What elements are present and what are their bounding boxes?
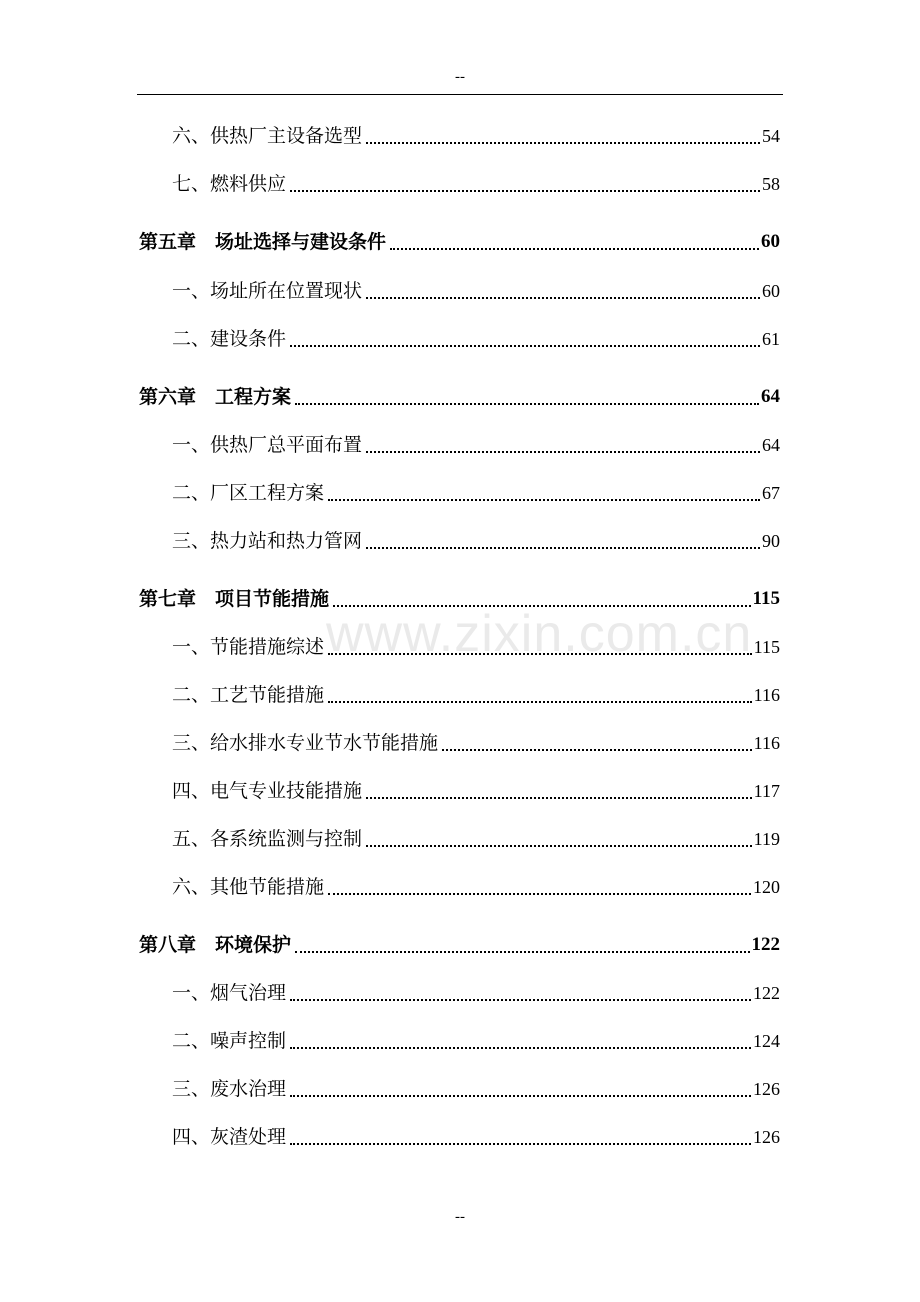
- dot-leader: [442, 749, 752, 751]
- dot-leader: [328, 893, 751, 895]
- toc-entry[interactable]: [0, 671, 920, 719]
- dot-leader: [366, 797, 752, 799]
- dot-leader: [366, 297, 760, 299]
- toc-entry-title: 一、节能措施综述: [172, 636, 325, 658]
- toc-entry[interactable]: [0, 623, 920, 671]
- toc-entry[interactable]: [0, 469, 920, 517]
- dot-leader: [328, 499, 760, 501]
- watermark: www.zixin.com.cn: [326, 605, 753, 663]
- toc-chapter-page: 64: [761, 386, 780, 407]
- toc-entry-page: 58: [762, 174, 780, 194]
- toc-entry-title: 二、工艺节能措施: [172, 684, 325, 706]
- toc-entry-page: 60: [762, 281, 780, 301]
- toc-entry-page: 126: [753, 1127, 780, 1147]
- toc-entry[interactable]: [0, 767, 920, 815]
- toc-entry-title: 三、热力站和热力管网: [172, 530, 363, 552]
- toc-entry-page: 126: [753, 1079, 780, 1099]
- toc-chapter-page: 60: [761, 231, 780, 252]
- toc-entry[interactable]: [0, 267, 920, 315]
- toc-entry-title: 七、燃料供应: [172, 173, 287, 195]
- toc-entry-title: 一、供热厂总平面布置: [172, 434, 363, 456]
- toc-entry-title: 一、场址所在位置现状: [172, 280, 363, 302]
- toc-chapter-entry[interactable]: [0, 218, 920, 266]
- toc-entry-title: 二、厂区工程方案: [172, 482, 325, 504]
- toc-entry-title: 三、废水治理: [172, 1078, 287, 1100]
- toc-entry-page: 122: [753, 983, 780, 1003]
- toc-entry[interactable]: [0, 315, 920, 363]
- toc-entry-title: 四、电气专业技能措施: [172, 780, 363, 802]
- dot-leader: [295, 951, 749, 953]
- toc-entry-page: 116: [753, 685, 780, 705]
- toc-entry-title: 六、其他节能措施: [172, 876, 325, 898]
- toc-entry-page: 124: [753, 1031, 780, 1051]
- dot-leader: [290, 345, 760, 347]
- toc-entry[interactable]: [0, 863, 920, 911]
- toc-entry[interactable]: [0, 719, 920, 767]
- dot-leader: [366, 142, 760, 144]
- dot-leader: [328, 653, 752, 655]
- dot-leader: [366, 845, 752, 847]
- dot-leader: [366, 451, 760, 453]
- toc-entry[interactable]: [0, 1113, 920, 1161]
- toc-entry[interactable]: [0, 1017, 920, 1065]
- page-header-mark: --: [455, 69, 465, 85]
- toc-entry-title: 四、灰渣处理: [172, 1126, 287, 1148]
- toc-entry[interactable]: [0, 969, 920, 1017]
- dot-leader: [366, 547, 760, 549]
- toc-entry-page: 64: [762, 435, 780, 455]
- toc-chapter-page: 115: [752, 588, 780, 609]
- dot-leader: [290, 999, 751, 1001]
- toc-entry-page: 61: [762, 329, 780, 349]
- page-footer-mark: --: [455, 1209, 465, 1225]
- toc-entry-page: 67: [762, 483, 780, 503]
- toc-chapter-title: 第五章 场址选择与建设条件: [139, 231, 387, 253]
- toc-entry-page: 54: [762, 126, 780, 146]
- toc-entry-page: 117: [753, 781, 780, 801]
- toc-entry-title: 一、烟气治理: [172, 982, 287, 1004]
- toc-entry-page: 115: [753, 637, 780, 657]
- toc-entry[interactable]: [0, 160, 920, 208]
- dot-leader: [390, 248, 759, 250]
- toc-chapter-title: 第六章 工程方案: [139, 386, 292, 408]
- toc-entry-title: 五、各系统监测与控制: [172, 828, 363, 850]
- dot-leader: [290, 1143, 751, 1145]
- toc-entry-page: 120: [753, 877, 780, 897]
- toc-entry[interactable]: [0, 815, 920, 863]
- dot-leader: [290, 190, 760, 192]
- toc-chapter-title: 第七章 项目节能措施: [139, 588, 330, 610]
- toc-entry[interactable]: [0, 517, 920, 565]
- header-rule: [137, 94, 783, 95]
- toc-entry-title: 二、噪声控制: [172, 1030, 287, 1052]
- toc-entry-title: 二、建设条件: [172, 328, 287, 350]
- toc-chapter-entry[interactable]: [0, 373, 920, 421]
- dot-leader: [333, 605, 751, 607]
- toc-entry[interactable]: [0, 421, 920, 469]
- toc-chapter-page: 122: [751, 934, 780, 955]
- toc-entry[interactable]: [0, 1065, 920, 1113]
- dot-leader: [295, 403, 759, 405]
- toc-entry-page: 119: [753, 829, 780, 849]
- toc-entry-page: 116: [753, 733, 780, 753]
- toc-chapter-entry[interactable]: [0, 575, 920, 623]
- dot-leader: [328, 701, 752, 703]
- toc-entry-title: 三、给水排水专业节水节能措施: [172, 732, 439, 754]
- toc-entry[interactable]: [0, 112, 920, 160]
- dot-leader: [290, 1047, 751, 1049]
- toc-entry-page: 90: [762, 531, 780, 551]
- dot-leader: [290, 1095, 751, 1097]
- toc-chapter-title: 第八章 环境保护: [139, 934, 292, 956]
- toc-entry-title: 六、供热厂主设备选型: [172, 125, 363, 147]
- toc-chapter-entry[interactable]: [0, 921, 920, 969]
